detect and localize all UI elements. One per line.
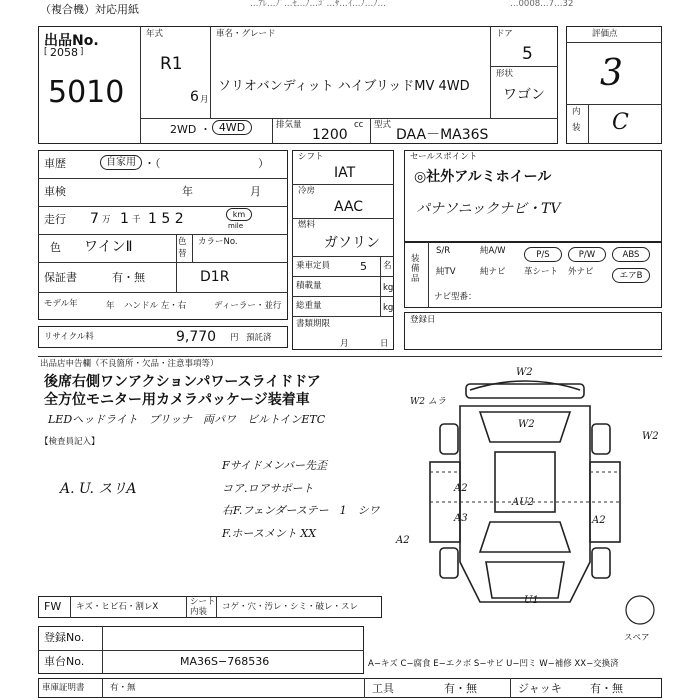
registration-date-label: 登録日 — [410, 315, 436, 325]
interior-value: C — [612, 110, 629, 135]
equipment-1-4: ABS — [612, 247, 650, 262]
lot-label: 出品No. — [44, 33, 99, 49]
lot-bracket-number: 2058 — [50, 46, 78, 59]
year-label: 年式 — [146, 29, 164, 39]
year-month: 6 — [190, 89, 199, 105]
capacity-value: 5 — [360, 260, 367, 273]
shape-value: ワゴン — [503, 87, 545, 103]
doors-label: ドア — [496, 29, 513, 39]
notes-line3: LEDヘッドライト ブリッナ 両パワ ビルトインETC — [48, 413, 326, 426]
load-label: 積載量 — [296, 281, 322, 291]
mark-au2: AU2 — [512, 497, 535, 508]
weight-label: 総重量 — [296, 301, 322, 311]
equipment-2-0: 純TV — [436, 267, 456, 277]
fuel-label: 燃料 — [298, 220, 316, 230]
mark-right-side: W2 — [642, 431, 659, 442]
docs-unit: 月 — [340, 339, 349, 349]
color-code: D1R — [200, 269, 230, 285]
wheel-rear-right — [592, 424, 610, 454]
dealer-label: ディーラー・並行 — [214, 301, 282, 311]
year-value: R1 — [160, 54, 183, 74]
equipment-2-1: 純ナビ — [480, 267, 506, 277]
history-close: ） — [258, 157, 269, 170]
wheel-rear-left — [440, 424, 458, 454]
lot-bracket-close: ] — [80, 47, 84, 57]
equipment-2-4: エアB — [612, 268, 650, 283]
shift-label: シフト — [298, 152, 324, 162]
sales-point-label: セールスポイント — [410, 152, 478, 162]
model-code-label: 型式 — [374, 120, 392, 130]
recycle-note: 預託済 — [246, 333, 272, 343]
equipment-1-3: P/W — [568, 247, 606, 262]
equipment-2-2: 革シート — [524, 267, 559, 277]
sales-point-line2: パナソニックナビ・TV — [416, 201, 561, 217]
fw-types: キズ・ヒビ石・割レX — [76, 602, 159, 612]
history-suffix: ・（ — [144, 157, 161, 170]
navi-model-label: ナビ型番： — [434, 292, 477, 302]
owner-options: 有・無 — [110, 683, 136, 693]
seat-label-1: シート — [190, 597, 216, 607]
warranty-label: 保証書 — [44, 271, 77, 284]
jack-value: 有・無 — [590, 682, 623, 695]
weight-unit: kg — [383, 303, 394, 313]
form-title: （複合機）対応用紙 — [40, 3, 139, 16]
model-year-label: モデル年 — [44, 299, 78, 309]
mileage-unit-mile: mile — [228, 222, 244, 230]
hood-outline — [486, 562, 564, 598]
vehicle-info-table — [38, 150, 288, 320]
top-faint-text: …ｱﾚ…ﾉﾞ…ｾ…ﾉ…ｺﾞ…ｻ…ｲ…ﾉ…ﾉ… — [250, 0, 387, 9]
docs-label: 書類期限 — [296, 319, 331, 329]
equipment-1-1: 純A/W — [480, 246, 506, 256]
seat-types: コゲ・穴・汚レ・シミ・破レ・スレ — [222, 602, 359, 612]
seat-label-2: 内装 — [190, 607, 208, 617]
model-label: 車名・グレード — [216, 29, 276, 39]
capacity-unit: 名 — [383, 261, 392, 271]
doors-value: 5 — [522, 44, 533, 64]
model-code-value: DAA－MA36S — [396, 127, 489, 143]
inspection-month-unit: 月 — [250, 185, 261, 198]
rating-score: 3 — [600, 53, 623, 94]
displacement-unit: cc — [354, 120, 364, 130]
mileage-man-unit: 万 — [102, 215, 111, 225]
fuel-value: ガソリン — [324, 235, 380, 251]
drive-dot: ・ — [200, 123, 211, 136]
mark-front-left: A2 — [396, 535, 410, 546]
lot-bracket-open: [ — [44, 47, 48, 57]
displacement-value: 1200 — [312, 127, 348, 143]
drive-2wd: 2WD — [170, 123, 197, 136]
sales-point-line1: ◎社外アルミホイール — [414, 169, 552, 185]
shift-value: IAT — [334, 165, 356, 181]
color-change-label-1: 色 — [178, 237, 187, 247]
recycle-amount: 9,770 — [176, 329, 217, 345]
jack-label: ジャッキ — [518, 682, 562, 695]
model-name: ソリオバンディット ハイブリッドMV 4WD — [218, 79, 470, 94]
warranty-value: 有・無 — [112, 271, 145, 284]
inspector-r4: F.ホースメント XX — [222, 527, 317, 540]
recycle-label: リサイクル料 — [44, 332, 94, 342]
chassis-label: 車台No. — [44, 655, 85, 668]
history-value: 自家用 — [100, 155, 142, 170]
inspector-label: 【検査員記入】 — [40, 437, 100, 447]
inspection-year-unit: 年 — [182, 185, 193, 198]
mileage-sen-unit: 千 — [132, 215, 141, 225]
tools-label: 工具 — [372, 682, 394, 695]
inspection-label: 車検 — [44, 185, 66, 198]
color-change-label-2: 替 — [178, 249, 187, 259]
lot-number: 5010 — [48, 75, 125, 110]
equipment-1-2: P/S — [524, 247, 562, 262]
owner-label: 車庫証明書 — [42, 683, 85, 693]
wheel-front-right — [592, 548, 610, 578]
year-month-unit: 月 — [200, 95, 209, 105]
legend: A−キズ C−腐食 E−エクボ S−サビ U−凹ミ W−補修 XX−交換済 — [368, 659, 619, 669]
mark-front: U1 — [524, 595, 539, 606]
color-label: 色 — [50, 241, 61, 254]
ac-label: 冷房 — [298, 186, 316, 196]
mileage-label: 走行 — [44, 213, 66, 226]
chassis-value: MA36S−768536 — [180, 655, 270, 668]
mileage-unit-circled: km — [226, 208, 252, 221]
fw-label: FW — [44, 600, 62, 613]
ac-value: AAC — [334, 199, 364, 215]
mark-a2-right: A2 — [592, 515, 606, 526]
mileage-rest: 1 5 2 — [148, 211, 184, 227]
interior-label-1: 内 — [572, 107, 581, 117]
shape-label: 形状 — [496, 69, 514, 79]
displacement-label: 排気量 — [276, 120, 302, 130]
mark-top: W2 — [516, 367, 533, 378]
equipment-2-3: 外ナビ — [568, 267, 594, 277]
mark-roof: W2 — [518, 419, 535, 430]
handle-label: ハンドル 左・右 — [124, 301, 187, 311]
windshield-outline — [480, 522, 570, 552]
color-code-label: カラーNo. — [198, 237, 238, 247]
equipment-label: 装備品 — [411, 254, 420, 285]
spare-label: スペア — [624, 633, 650, 643]
notes-line1: 後席右側ワンアクションパワースライドドア — [44, 374, 321, 390]
top-right-number: …0008…7…32 — [510, 0, 574, 9]
mileage-man: 7 — [90, 211, 99, 227]
mark-a3: A3 — [454, 513, 468, 524]
notes-label: 出品店申告欄（不良箇所・欠品・注意事項等） — [40, 359, 219, 369]
mileage-sen: 1 — [120, 211, 129, 227]
inspector-r3: 右F.フェンダーステー 1 シワ — [222, 504, 380, 517]
registration-date-box — [404, 312, 662, 350]
model-year-unit: 年 — [106, 301, 115, 311]
load-unit: kg — [383, 283, 394, 293]
reg-no-label: 登録No. — [44, 631, 85, 644]
inspector-left-note: A. U. スリA — [60, 481, 137, 497]
equipment-1-0: S/R — [436, 246, 451, 256]
docs-day: 日 — [380, 339, 389, 349]
tools-value: 有・無 — [444, 682, 477, 695]
history-label: 車歴 — [44, 157, 66, 170]
interior-label-2: 装 — [572, 123, 581, 133]
color-value: ワインⅡ — [84, 239, 133, 255]
wheel-front-left — [440, 548, 458, 578]
notes-line2: 全方位モニター用カメラパッケージ装着車 — [44, 392, 310, 408]
spare-tire-icon — [626, 596, 654, 624]
inspector-r1: Fサイドメンバー先歪 — [222, 459, 327, 472]
recycle-unit: 円 — [230, 333, 239, 343]
rear-spoiler-outline — [470, 381, 580, 390]
mark-left-side: W2 ムラ — [410, 397, 446, 407]
mark-a2-left: A2 — [454, 483, 468, 494]
rating-label: 評価点 — [592, 29, 618, 39]
capacity-label: 乗車定員 — [296, 261, 331, 271]
drive-4wd-circled: 4WD — [212, 120, 252, 135]
sales-point-box — [404, 150, 662, 242]
inspector-r2: コア.ロアサポート — [222, 482, 314, 495]
